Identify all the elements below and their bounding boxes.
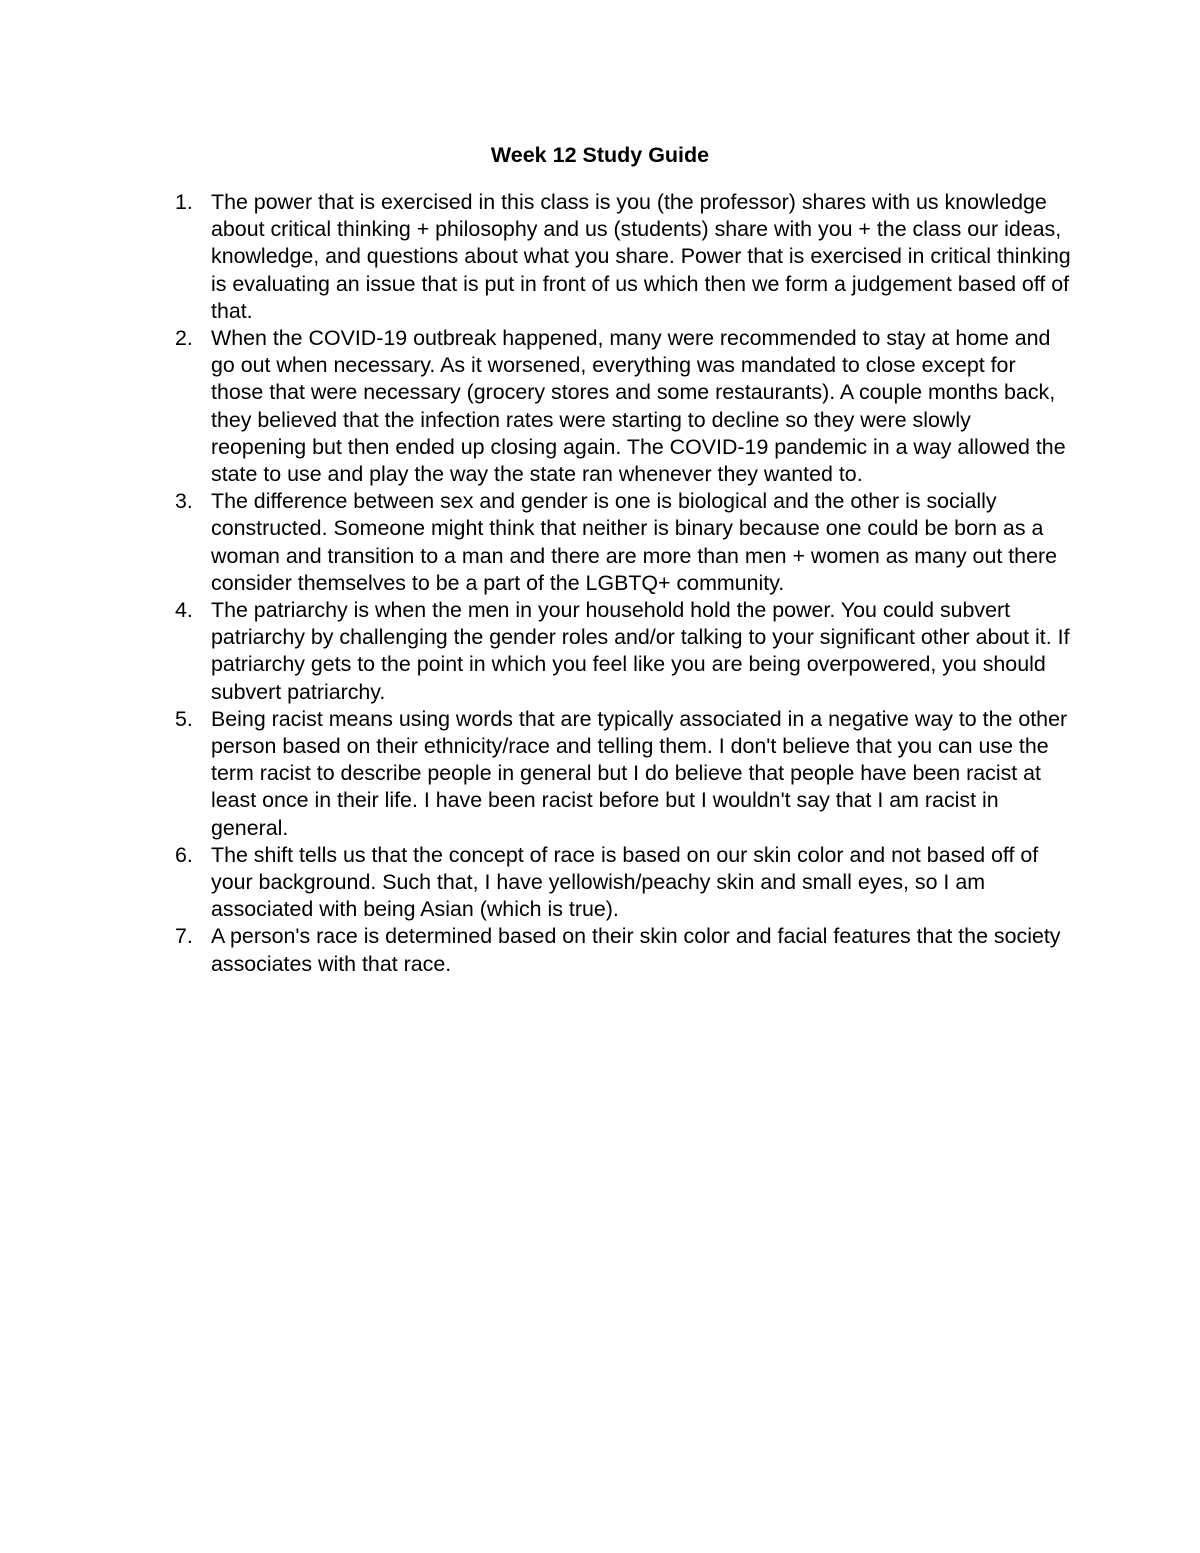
list-item-text: The shift tells us that the concept of race is based on our skin color and not based off of your background. Such that, I have yellowish/peachy skin and small eyes, so I am associated with being Asian (which is true). <box>211 842 1039 922</box>
list-item-number: 5. <box>175 706 193 731</box>
list-item <box>0 706 1071 842</box>
list-item-text: The difference between sex and gender is one is biological and the other is socially constructed. Someone might think that neither is binary because one could be born as a woman and transition to a man and there are more than men + women as many out there consider themselves to be a part of the LGBTQ+ community. <box>211 489 1057 595</box>
list-item <box>0 597 1071 706</box>
list-item-number: 7. <box>175 924 193 949</box>
study-guide-list <box>0 189 1200 978</box>
list-item <box>0 189 1071 325</box>
list-item-text: The power that is exercised in this class is you (the professor) shares with us knowledge about critical thinking + philosophy and us (students) share with you + the class our ideas, knowledge, and questions about what you share. Power that is exercised in critical thinking is evaluating an issue that is put in front of us which then we form a judgement based off of that. <box>211 190 1071 323</box>
list-item-text: A person's race is determined based on their skin color and facial features that the society associates with that race. <box>211 924 1061 976</box>
list-item-number: 6. <box>175 842 193 867</box>
list-item-number: 2. <box>175 326 193 351</box>
list-item-text: Being racist means using words that are typically associated in a negative way to the other person based on their ethnicity/race and telling them. I don't believe that you can use the term racist to describe people in general but I do believe that people have been racist at least once in their life. I have been racist before but I wouldn't say that I am racist in general. <box>211 706 1068 840</box>
list-item <box>0 325 1071 488</box>
list-item-number: 4. <box>175 598 193 623</box>
list-item <box>0 842 1071 924</box>
list-item <box>0 923 1071 977</box>
list-item-number: 3. <box>175 489 193 514</box>
page-title: Week 12 Study Guide <box>490 143 710 167</box>
list-item <box>0 488 1071 597</box>
list-item-number: 1. <box>175 190 193 214</box>
list-item-text: The patriarchy is when the men in your household hold the power. You could subvert patriarchy by challenging the gender roles and/or talking to your significant other about it. If patriarchy gets to the point in which you feel like you are being overpowered, you should subvert patriarchy. <box>211 598 1070 704</box>
list-item-text: When the COVID-19 outbreak happened, many were recommended to stay at home and go out when necessary. As it worsened, everything was mandated to close except for those that were necessary (grocery stores and some restaurants). A couple months back, they believed that the infection rates were starting to decline so they were slowly reopening but then ended up closing again. The COVID-19 pandemic in a way allowed the state to use and play the way the state ran whenever they wanted to. <box>211 326 1066 487</box>
